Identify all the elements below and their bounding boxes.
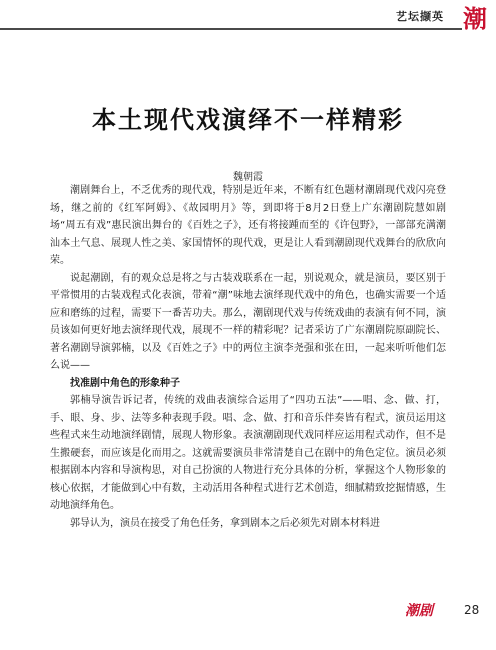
- section-tag: 艺坛撷英: [396, 10, 444, 23]
- page-number: 28: [464, 603, 480, 617]
- footer-logo-icon: 潮剧: [405, 603, 433, 619]
- article-title: 本土现代戏演绎不一样精彩: [92, 106, 404, 134]
- paragraph: 郭楠导演告诉记者，传统的戏曲表演综合运用了“四功五法”——唱、念、做、打，手、眼、身、步、法等多种表现手段。唱、念、做、打和音乐伴奏皆有程式，演员运用这些程式来生动地演绎剧情，展现人物形象。表演潮剧现代戏同样应运用程式动作，但不是生搬硬套，而应该是化而用之。这就需要演员非常清楚自己在剧中的角色定位。演员必须根据剧本内容和导演构思，对自己扮演的人物进行充分具体的分析，掌握这个人物形象的核心依据，才能做到心中有数，主动活用各种程式进行艺术创造，细腻精致挖掘情感，生动地演绎角色。: [50, 395, 446, 511]
- section-subheading: 找准剧中角色的形象种子: [70, 377, 180, 389]
- header-rule: [0, 28, 462, 30]
- magazine-logo-icon: 潮: [463, 5, 487, 33]
- paragraph: 潮剧舞台上，不乏优秀的现代戏，特别是近年来，不断有红色题材潮剧现代戏闪亮登场，继之前的《红军阿姆》、《故园明月》等，到即将于8月2日登上广东潮剧院慧如剧场“周五有戏”惠民演出舞台的《百姓之子》，还有将接踵而至的《许包野》，一部部充满潮汕本土气息、展现人性之美、家国情怀的现代戏，更是让人看到潮剧现代戏舞台的欣欣向荣。: [50, 185, 446, 266]
- article-body: [50, 182, 446, 532]
- article-author: 魏朝霞: [233, 172, 263, 183]
- paragraph: 郭导认为，演员在接受了角色任务，拿到剧本之后必须先对剧本材料进: [70, 517, 380, 529]
- paragraph: 说起潮剧，有的观众总是将之与古装戏联系在一起，别说观众，就是演员，要区别于平常惯用的古装戏程式化表演，带着“潮”味地去演绎现代戏中的角色，也确实需要一个适应和磨练的过程，需要下一番苦功夫。那么，潮剧现代戏与传统戏曲的表演有何不同，演员该如何更好地去演绎现代戏，展现不一样的精彩呢？记者采访了广东潮剧院原副院长、著名潮剧导演郭楠，以及《百姓之子》中的两位主演李尧强和张在田，一起来听听他们怎么说——: [50, 272, 446, 371]
